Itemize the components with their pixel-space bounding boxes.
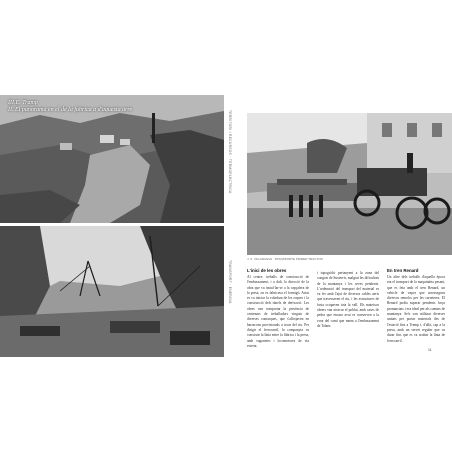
column-1-text: Al centre, treballs de construcció de l'embassament, i a dalt, la direcció de la obra que va instal·lar-se a la capçalera de la presa, on es fabricava el formigó. Aviat es va iniciar la voladura de les roques i la construcció dels túnels de derivació. Les obres van comportar la presència de centenars de treballadors vinguts de diverses comarques, que s'allotjaven en barracons provisionals a tocar del riu. Per dirigir el ferrocarril, la companyia va construir la línia entre la fàbrica i la presa, amb vagonetes i locomotores de via estreta. bbox=[247, 275, 309, 348]
column-1-heading: L'inici de les obres bbox=[247, 268, 287, 273]
text-column-1 bbox=[247, 268, 309, 349]
side-running-label: TERRITORI I RECURSOS · TERMOELECTRICA bbox=[228, 110, 232, 194]
photo-caption-overlay bbox=[8, 100, 168, 114]
text-column-3 bbox=[387, 268, 445, 344]
photo-renard-tractor bbox=[247, 113, 452, 255]
side-running-label-2: TRANSPORT · ENERGIA bbox=[228, 260, 232, 304]
photo-credit: J. S. VILLANUEVA · TRANSPORTE PRIMER TRACTOR bbox=[247, 257, 323, 261]
column-3-heading: En tren Renard bbox=[387, 268, 419, 273]
column-3-text: Un altre dels treballs d'aquella època era el transport de la maquinària pesant, que es feia amb el tren Renard, un vehicle de vapor que arrossegava diversos remolcs per les carreteres. El Renard podia superar pendents força pronunciats i era ideal per als camins de muntanya. Se'n van utilitzar diverses unitats per portar materials des de l'estació fins a Tremp i, d'allà, cap a la presa, amb un servei regular que va durar fins que es va acabar la línia de ferrocarril. bbox=[387, 275, 445, 343]
text-column-2 bbox=[317, 271, 379, 329]
column-2-text: i topogràfic pertanyent a la zona del congost de Susterris, malgrat les dificultats de la muntanya i les seves pendents. L'ordenació del transport del material es va fer amb l'ajut de diversos cables aeris que travessaven el riu, i les estructures de fusta ocupaven tota la vall. Els mateixos obrers van aixecar el poblat, amb cases de pedra que encara avui es conserven a la vora del camí que mena a l'embassament de Talarn. bbox=[317, 271, 379, 328]
caption-line-1: III.E. Tramp bbox=[8, 100, 38, 106]
caption-line-2: II. El panorama en el de la fabrica a d'aquesta arre bbox=[8, 107, 133, 114]
photo-gorge-works bbox=[0, 226, 224, 357]
page-number: 11 bbox=[428, 348, 432, 352]
